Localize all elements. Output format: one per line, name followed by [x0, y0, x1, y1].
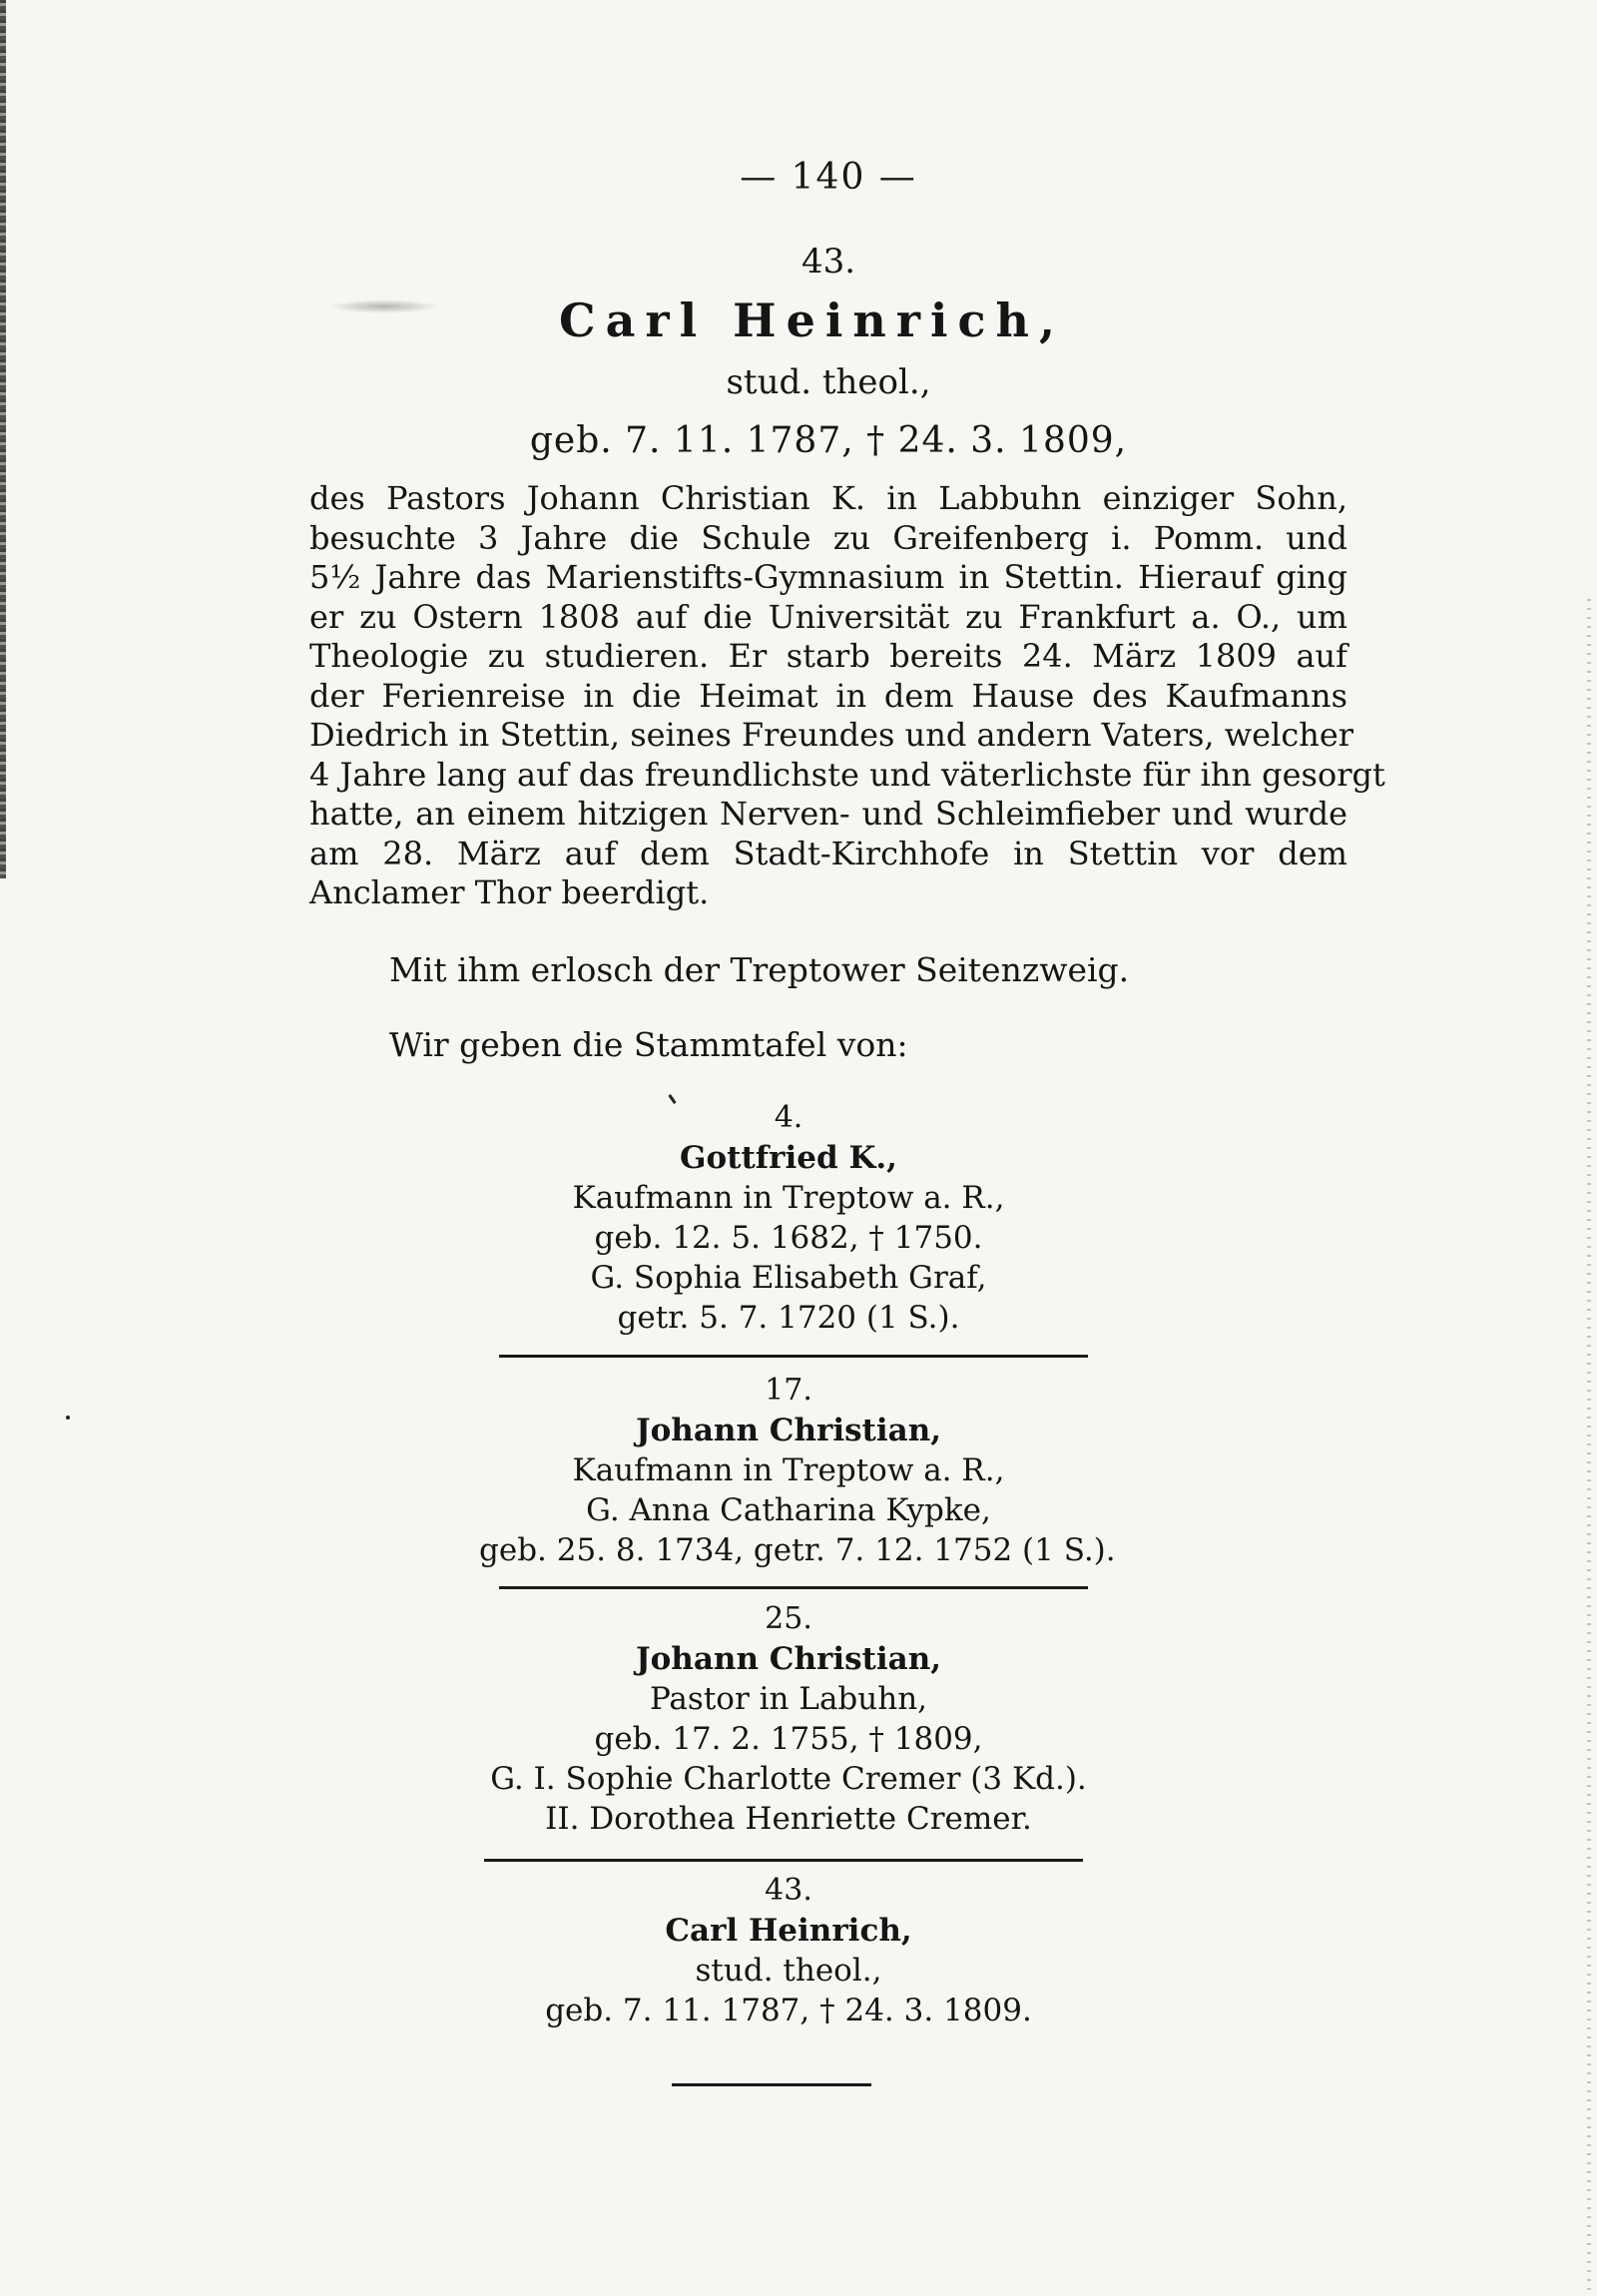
- family-tree-generation: [479, 1871, 1098, 2030]
- paragraph-line: er zu Ostern 1808 auf die Universität zu Frankfurt a. O., um: [309, 597, 1347, 636]
- generation-divider: [484, 1859, 1083, 1862]
- family-tree-generation: [479, 1599, 1098, 1839]
- entry-dates: geb. 7. 11. 1787, † 24. 3. 1809,: [529, 420, 1128, 461]
- entry-title: stud. theol.,: [726, 362, 931, 402]
- paragraph-line: 5½ Jahre das Marienstifts-Gymnasium in Stettin. Hierauf ging: [309, 558, 1347, 596]
- entry-name-heading: Carl Heinrich,: [559, 293, 1065, 347]
- generation-line: geb. 12. 5. 1682, † 1750.: [594, 1220, 983, 1256]
- generation-line: G. Anna Catharina Kypke,: [586, 1492, 991, 1528]
- family-tree-generation: [479, 1098, 1098, 1338]
- generation-line: Pastor in Labuhn,: [649, 1681, 928, 1717]
- scan-edge-left: [0, 0, 6, 878]
- generation-number: 17.: [765, 1373, 812, 1408]
- generation-divider: [499, 1355, 1088, 1358]
- scan-speck: [66, 1416, 70, 1420]
- generation-line: II. Dorothea Henriette Cremer.: [545, 1801, 1032, 1837]
- generation-line: geb. 25. 8. 1734, getr. 7. 12. 1752 (1 S.).: [479, 1532, 1116, 1568]
- generation-name: Johann Christian,: [635, 1641, 942, 1677]
- generation-name: Johann Christian,: [635, 1413, 942, 1448]
- generation-divider: [499, 1586, 1088, 1589]
- scan-smudge: [329, 299, 439, 313]
- generation-line: geb. 17. 2. 1755, † 1809,: [594, 1721, 983, 1757]
- biography-paragraph: [309, 479, 1385, 913]
- generation-number: 4.: [774, 1100, 803, 1135]
- entry-number: 43.: [800, 242, 856, 282]
- generation-name: Gottfried K.,: [680, 1140, 897, 1176]
- generation-line: stud. theol.,: [695, 1953, 882, 1989]
- generation-number: 25.: [765, 1601, 812, 1636]
- paragraph-line: Theologie zu studieren. Er starb bereits 24. März 1809 auf: [309, 637, 1347, 675]
- paragraph-line: der Ferienreise in die Heimat in dem Hause des Kaufmanns: [309, 676, 1347, 715]
- paragraph-line: hatte, an einem hitzigen Nerven- und Schleimfieber und wurde: [309, 795, 1347, 833]
- generation-line: G. Sophia Elisabeth Graf,: [590, 1260, 987, 1296]
- branch-extinct-sentence: Mit ihm erlosch der Treptower Seitenzweig.: [389, 950, 1130, 989]
- paragraph-line: 4 Jahre lang auf das freundlichste und väterlichste für ihn gesorgt: [309, 755, 1385, 794]
- generation-line: G. I. Sophie Charlotte Cremer (3 Kd.).: [490, 1761, 1087, 1797]
- paragraph-line: Diedrich in Stettin, seines Freundes und andern Vaters, welcher: [309, 716, 1354, 754]
- generation-name: Carl Heinrich,: [665, 1913, 912, 1949]
- generation-number: 43.: [765, 1873, 812, 1908]
- paragraph-line: am 28. März auf dem Stadt-Kirchhofe in Stettin vor dem: [309, 834, 1347, 872]
- generation-line: Kaufmann in Treptow a. R.,: [572, 1180, 1005, 1216]
- generation-line: geb. 7. 11. 1787, † 24. 3. 1809.: [545, 1993, 1032, 2028]
- family-tree-intro: Wir geben die Stammtafel von:: [389, 1025, 908, 1064]
- generation-line: getr. 5. 7. 1720 (1 S.).: [617, 1300, 960, 1336]
- paragraph-line: des Pastors Johann Christian K. in Labbuhn einziger Sohn,: [309, 479, 1347, 517]
- paragraph-line: Anclamer Thor beerdigt.: [309, 873, 710, 911]
- scan-edge-right: [1587, 599, 1591, 2296]
- generation-line: Kaufmann in Treptow a. R.,: [572, 1452, 1005, 1488]
- paragraph-line: besuchte 3 Jahre die Schule zu Greifenberg i. Pomm. und: [309, 518, 1347, 557]
- family-tree-generation: [479, 1371, 1116, 1570]
- end-rule: [672, 2083, 871, 2086]
- page-number: — 140 —: [740, 157, 917, 198]
